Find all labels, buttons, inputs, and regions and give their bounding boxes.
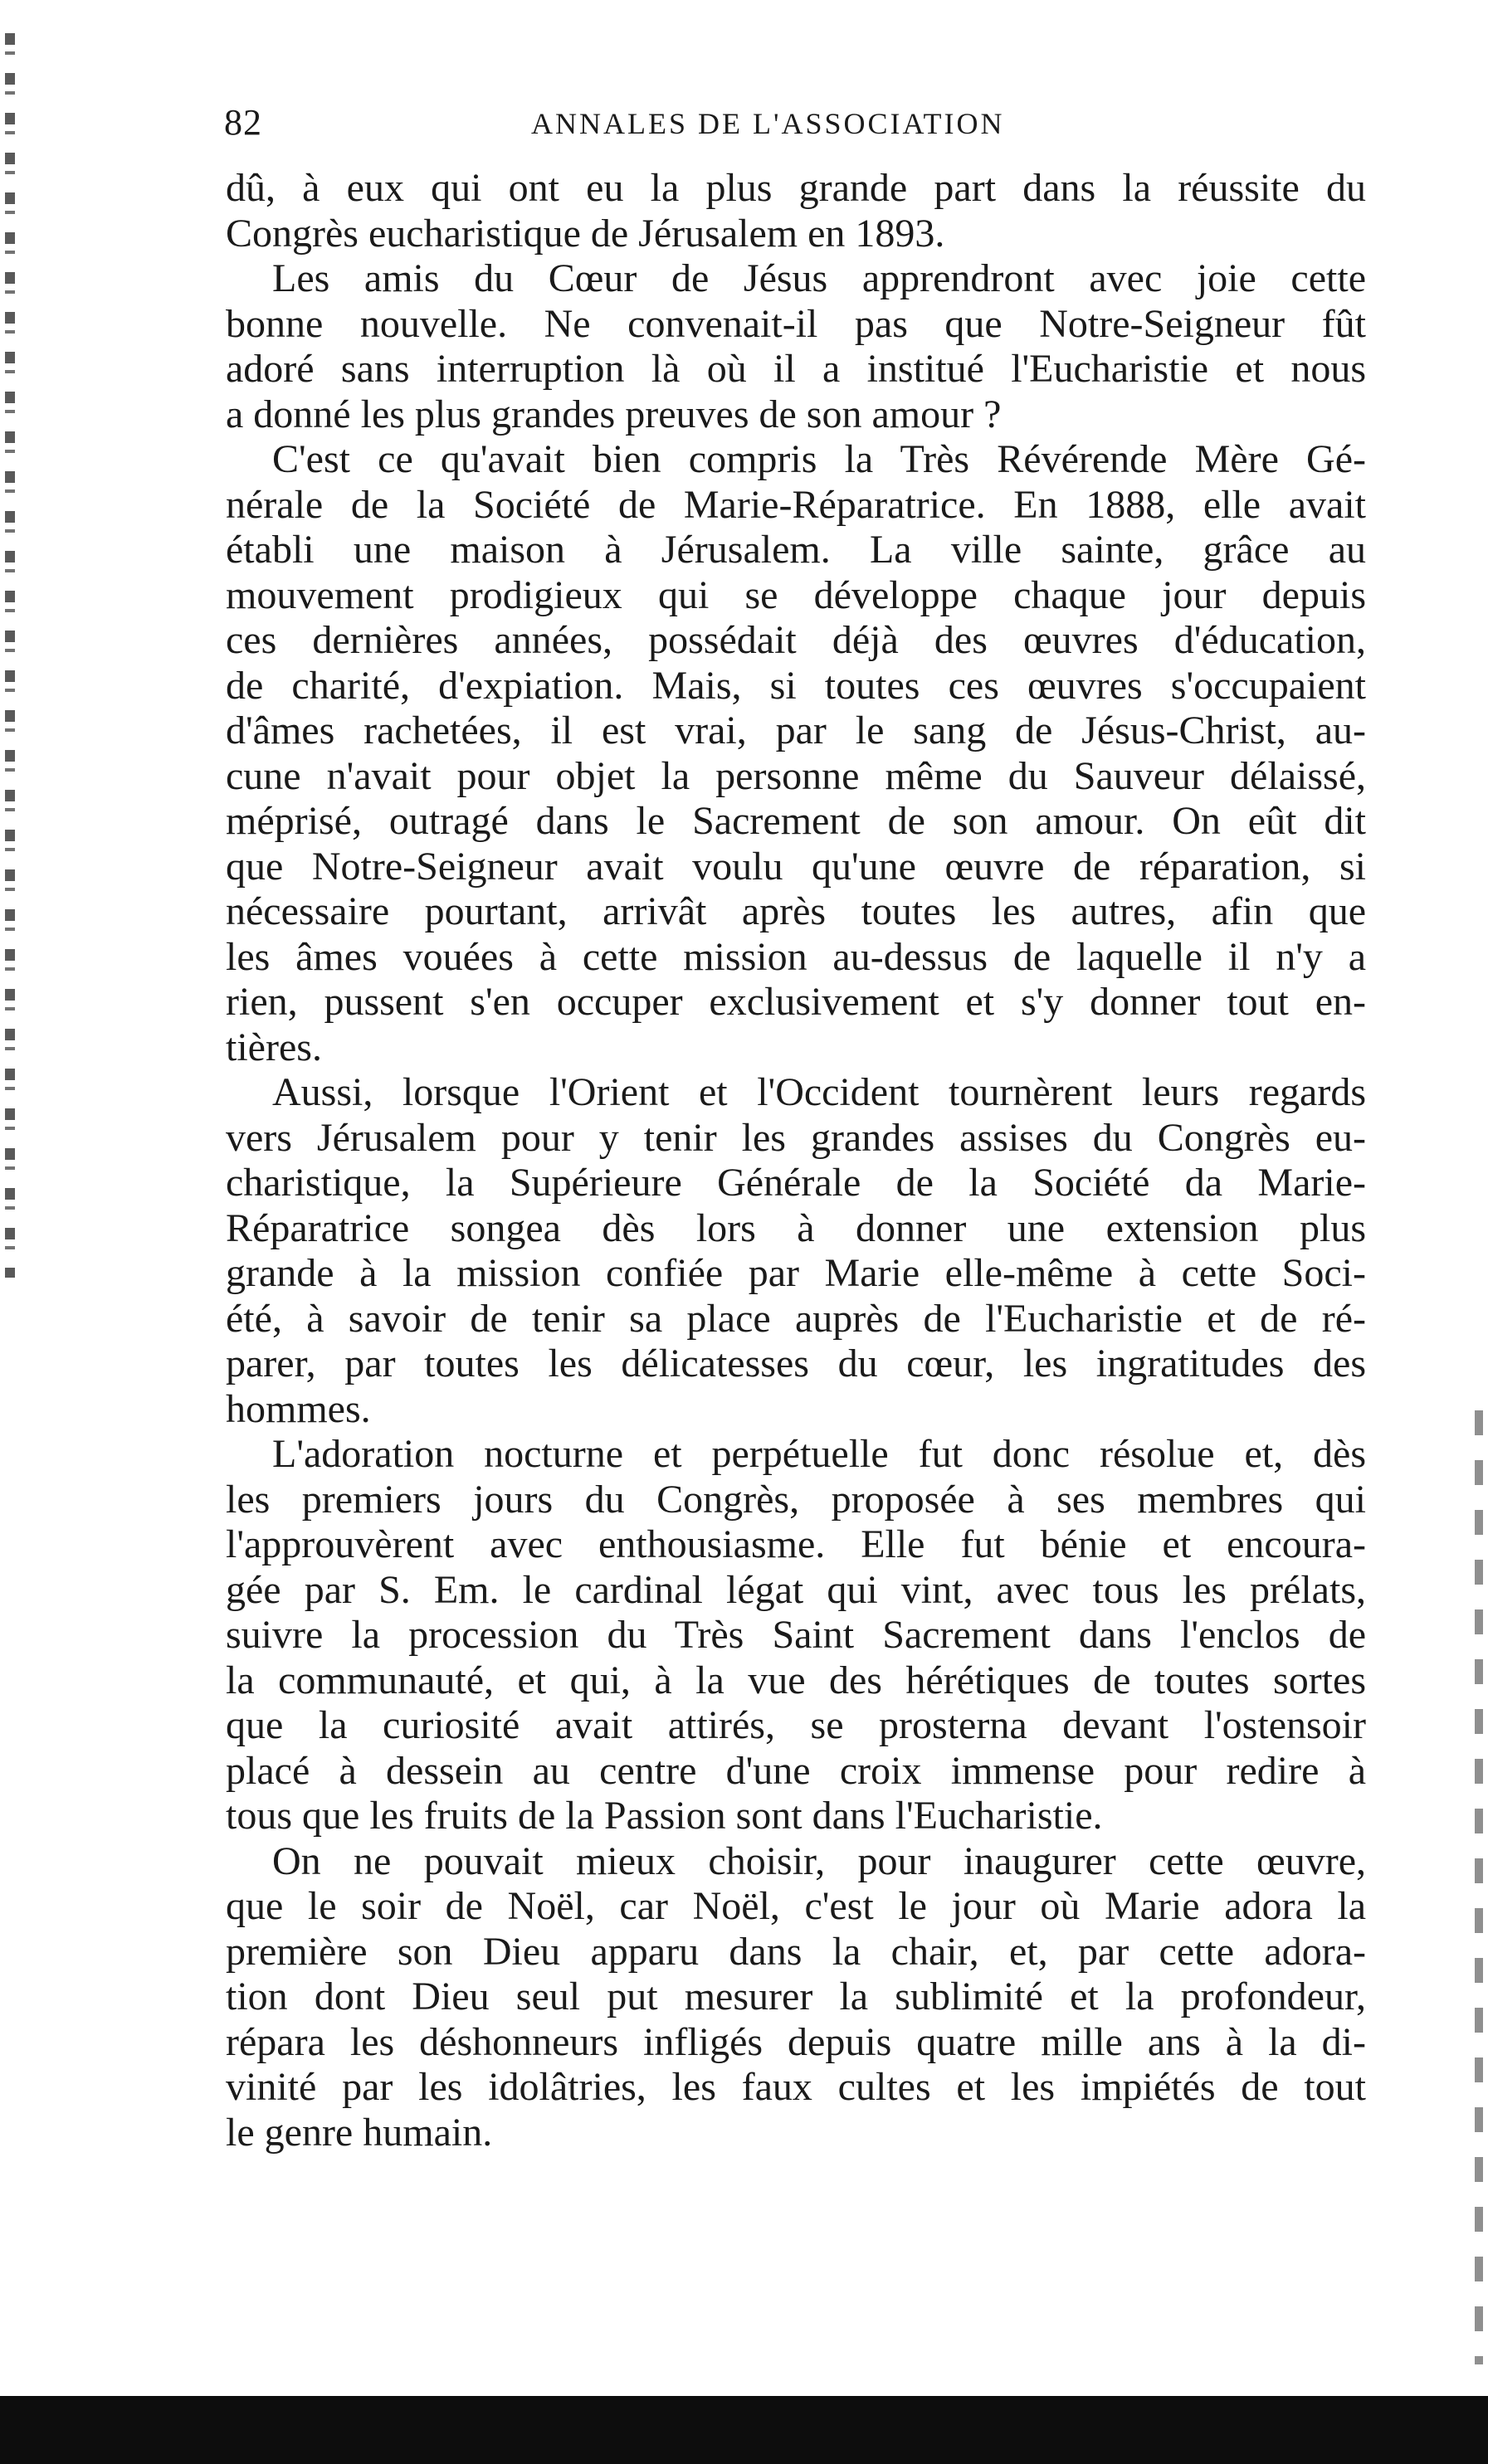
text-line: tières. bbox=[226, 1025, 322, 1069]
text-line: Aussi, lorsque l'Orient et l'Occident tournèrent leurs regards bbox=[272, 1070, 1366, 1114]
text-line: d'âmes rachetées, il est vrai, par le sang de Jésus-Christ, au- bbox=[226, 709, 1366, 752]
text-line: parer, par toutes les délicatesses du cœur, les ingratitudes des bbox=[226, 1342, 1366, 1385]
text-line: été, à savoir de tenir sa place auprès de l'Eucharistie et de ré- bbox=[226, 1296, 1366, 1341]
text-line: le genre humain. bbox=[226, 2110, 493, 2155]
text-line: placé à dessein au centre d'une croix immense pour redire à bbox=[226, 1748, 1366, 1793]
text-line: grande à la mission confiée par Marie elle-même à cette Soci- bbox=[226, 1251, 1366, 1295]
text-line: Les amis du Cœur de Jésus apprendront avec joie cette bbox=[272, 256, 1366, 300]
text-line: gée par S. Em. le cardinal légat qui vint, avec tous les prélats, bbox=[226, 1567, 1366, 1612]
scan-left-edge-artifact bbox=[5, 33, 15, 1278]
text-line: les âmes vouées à cette mission au-dessus de laquelle il n'y a bbox=[226, 934, 1366, 979]
text-line: ces dernières années, possédait déjà des œuvres d'éducation, bbox=[226, 618, 1366, 662]
running-head: ANNALES DE L'ASSOCIATION bbox=[531, 107, 1005, 140]
text-line: établi une maison à Jérusalem. La ville sainte, grâce au bbox=[226, 528, 1366, 572]
text-line: nérale de la Société de Marie-Réparatrice. En 1888, elle avait bbox=[226, 482, 1366, 527]
text-line: hommes. bbox=[226, 1386, 371, 1431]
scan-bottom-edge bbox=[0, 2396, 1488, 2464]
text-line: vers Jérusalem pour y tenir les grandes assises du Congrès eu- bbox=[226, 1115, 1366, 1160]
text-line: cune n'avait pour objet la personne même du Sauveur délaissé, bbox=[226, 753, 1366, 798]
text-line: On ne pouvait mieux choisir, pour inaugurer cette œuvre, bbox=[272, 1838, 1366, 1883]
text-line: Congrès eucharistique de Jérusalem en 1893. bbox=[226, 211, 945, 256]
text-line: la communauté, et qui, à la vue des hérétiques de toutes sortes bbox=[226, 1658, 1366, 1702]
text-line: tous que les fruits de la Passion sont dans l'Eucharistie. bbox=[226, 1794, 1103, 1838]
text-line: les premiers jours du Congrès, proposée à ses membres qui bbox=[226, 1477, 1366, 1522]
text-line: tion dont Dieu seul put mesurer la sublimité et la profondeur, bbox=[226, 1975, 1366, 2018]
text-line: C'est ce qu'avait bien compris la Très Révérende Mère Gé- bbox=[272, 437, 1366, 481]
text-line: L'adoration nocturne et perpétuelle fut donc résolue et, dès bbox=[272, 1432, 1366, 1476]
text-line: nécessaire pourtant, arrivât après toutes les autres, afin que bbox=[226, 889, 1366, 933]
text-line: première son Dieu apparu dans la chair, et, par cette adora- bbox=[226, 1929, 1366, 1974]
text-line: de charité, d'expiation. Mais, si toutes ces œuvres s'occupaient bbox=[226, 663, 1366, 708]
text-line: mouvement prodigieux qui se développe chaque jour depuis bbox=[226, 572, 1366, 617]
text-line: bonne nouvelle. Ne convenait-il pas que Notre-Seigneur fût bbox=[226, 301, 1366, 346]
text-line: suivre la procession du Très Saint Sacrement dans l'enclos de bbox=[226, 1613, 1366, 1657]
text-line: rien, pussent s'en occuper exclusivement et s'y donner tout en- bbox=[226, 980, 1366, 1024]
text-line: que le soir de Noël, car Noël, c'est le jour où Marie adora la bbox=[226, 1884, 1366, 1928]
text-line: vinité par les idolâtries, les faux cultes et les impiétés de tout bbox=[226, 2065, 1366, 2109]
text-line: l'approuvèrent avec enthousiasme. Elle fut bénie et encoura- bbox=[226, 1522, 1366, 1566]
page-number: 82 bbox=[224, 102, 262, 143]
text-line: méprisé, outragé dans le Sacrement de son amour. On eût dit bbox=[226, 799, 1366, 843]
text-line: charistique, la Supérieure Générale de la Société da Marie- bbox=[226, 1161, 1366, 1205]
page-header bbox=[224, 101, 1361, 151]
text-line: adoré sans interruption là où il a institué l'Eucharistie et nous bbox=[226, 347, 1366, 391]
text-line: répara les déshonneurs infligés depuis quatre mille ans à la di- bbox=[226, 2019, 1366, 2064]
text-line: que Notre-Seigneur avait voulu qu'une œuvre de réparation, si bbox=[226, 844, 1366, 889]
scan-right-edge-artifact bbox=[1475, 1410, 1483, 2364]
body-text bbox=[226, 166, 1366, 2155]
text-line: dû, à eux qui ont eu la plus grande part dans la réussite du bbox=[226, 166, 1366, 210]
text-line: Réparatrice songea dès lors à donner une extension plus bbox=[226, 1205, 1366, 1250]
text-line: a donné les plus grandes preuves de son amour ? bbox=[226, 392, 1002, 436]
text-line: que la curiosité avait attirés, se prosterna devant l'ostensoir bbox=[226, 1703, 1366, 1747]
